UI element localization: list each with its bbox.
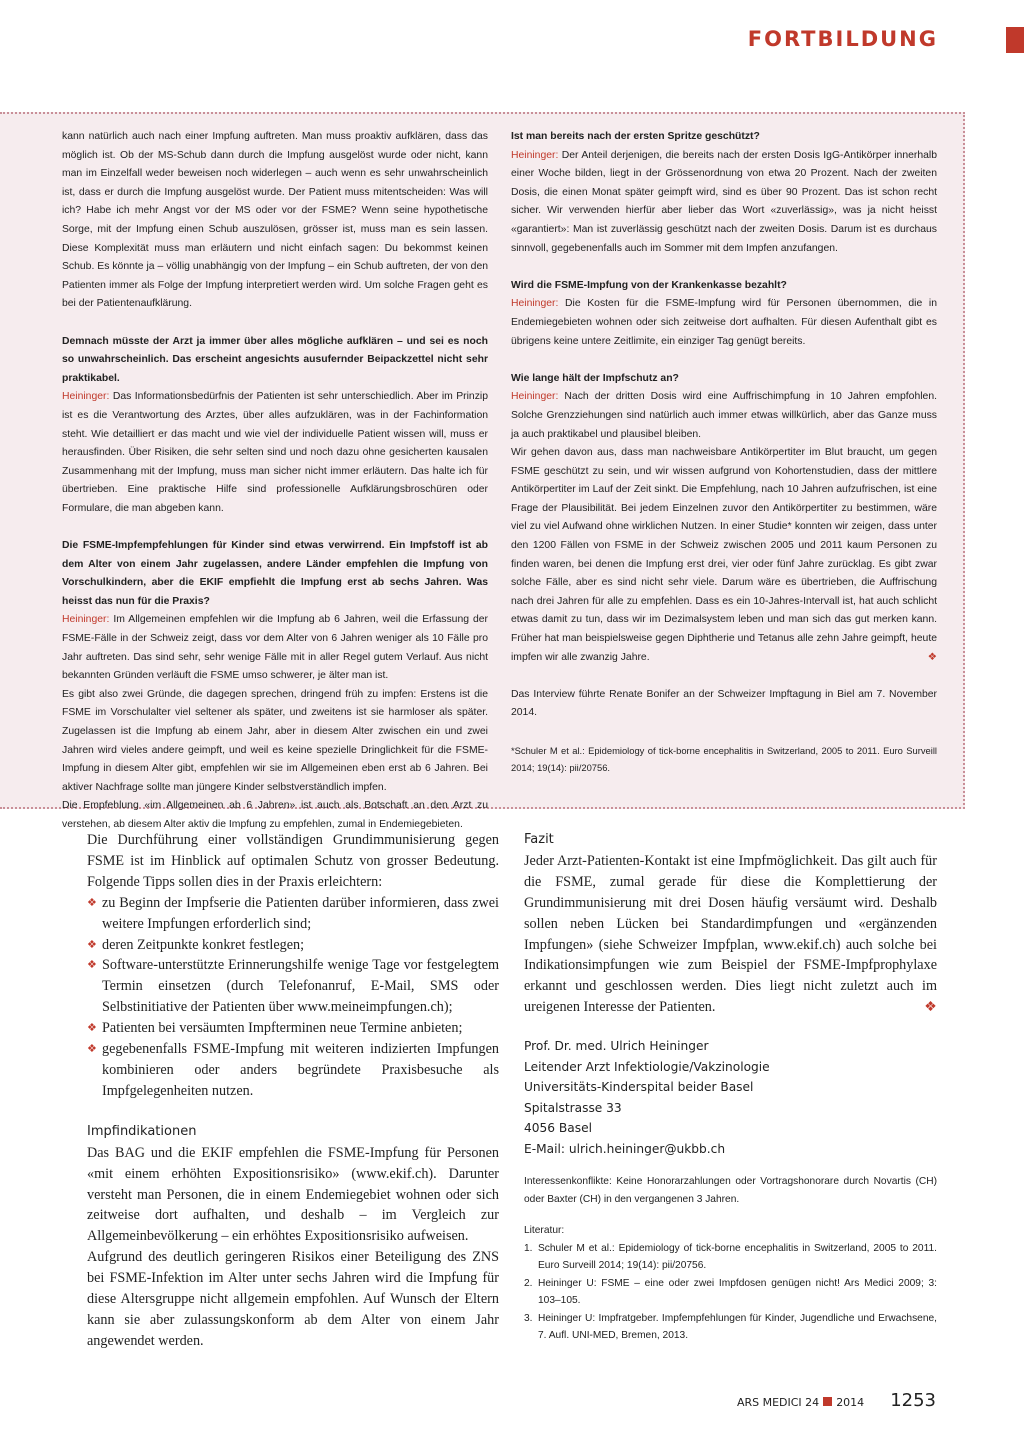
list-item: ❖ deren Zeitpunkte konkret festlegen;	[87, 935, 499, 956]
body-paragraph: Jeder Arzt-Patienten-Kontakt ist eine Impfmöglichkeit. Das gilt auch für die FSME, zumal gerade für diese die Komplettierung der Grundimmunisierung mit drei Dosen häufig versäumt wird. Deshalb sollen neben Lücken bei Standardimpfungen und «ergänzenden Impfungen» (siehe Schweizer Impfplan, www.ekif.ch) auch solche bei Indikationsimpfungen wie zum Beispiel der FSME-Impfprophylaxe erkannt und geschlossen werden. Dies liegt nicht zuletzt auch im ureigenen Interesse der Patienten. ❖	[524, 851, 937, 1018]
end-mark-icon: ❖	[927, 651, 937, 663]
speaker-label: Heininger:	[511, 391, 559, 403]
body-paragraph: Aufgrund des deutlich geringeren Risikos einer Beteiligung des ZNS bei FSME-Infektion im Alter unter sechs Jahren wird die Impfung für diese Altersgruppe nicht allgemein empfohlen. Auf Wunsch der Eltern kann sie aber zulassungskonform ab dem Alter von einem Jahr angewendet werden.	[87, 1249, 499, 1349]
interview-column-right	[511, 128, 937, 776]
question: Ist man bereits nach der ersten Spritze geschützt?	[511, 131, 760, 142]
page-number: 1253	[890, 1390, 936, 1411]
speaker-label: Heininger:	[511, 149, 559, 161]
email-link[interactable]: ulrich.heininger@ukbb.ch	[568, 1141, 726, 1156]
author-name: Prof. Dr. med. Ulrich Heininger	[524, 1039, 709, 1054]
answer-paragraph: kann natürlich auch nach einer Impfung auftreten. Man muss proaktiv aufklären, dass das möglich ist. Ob der MS-Schub dann durch die Impfung ausgelöst wurde oder nicht, kann man im Einzelfall weder beweisen noch widerlegen – auch wenn es sehr unwahrscheinlich ist, dass er durch die Impfung ausgelöst wurde. Der Patient muss mitentscheiden: Was will ich? Habe ich mehr Angst vor der MS oder vor der FSME? Wenn seine hypothetische Sorge, mit der Impfung einen Schub auszulösen, grösser ist, muss man es sein lassen. Diese Komplexität muss man erläutern und nicht einfach sagen: Du bekommst keinen Schub. Es könnte ja – völlig unabhängig von der Impfung – ein Schub auftreten, der von den Patienten immer als Folge der Impfung interpretiert werden wird. Um solche Fragen geht es bei der Patientenaufklärung.	[62, 131, 488, 310]
list-item: 3. Heininger U: Impfratgeber. Impfempfehlungen für Kinder, Jugendliche und Erwachsene, 7. Aufl. UNI-MED, Bremen, 2013.	[524, 1312, 937, 1342]
list-item: 1. Schuler M et al.: Epidemiology of tick-borne encephalitis in Switzerland, 2005 to 2011. Euro Surveill 2014; 19(14): pii/20756.	[524, 1242, 937, 1272]
interview-column-left	[62, 128, 488, 835]
article-column-right	[524, 830, 937, 1345]
literature-list	[524, 1240, 937, 1345]
list-item: ❖ Software-unterstützte Erinnerungshilfe wenige Tage vor festgelegtem Termin einsetzen (durch Telefonanruf, E-Mail, SMS oder Selbstinitiative der Patienten über www.meineimpfungen.ch);	[87, 957, 499, 1016]
answer-paragraph: Heininger: Nach der dritten Dosis wird eine Auffrischimpfung in 10 Jahren empfohlen. Solche Grenzziehungen sind natürlich auch immer etwas willkürlich, aber das Ganze muss ja auch praktikabel und plausibel bleiben.	[511, 391, 937, 440]
diamond-bullet-icon: ❖	[87, 938, 97, 951]
answer-paragraph: Heininger: Der Anteil derjenigen, die bereits nach der ersten Dosis IgG-Antikörper innerhalb einer Woche bilden, liegt in der Grössenordnung von etwa 20 Prozent. Nach der zweiten Dosis, die einen Monat später geimpft wird, sind es über 90 Prozent. Das ist schon recht sicher. Wir verwenden hierfür aber lieber das Wort «zuverlässig», was ja nicht heisst «garantiert»: Man ist zuverlässig geschützt nach der zweiten Dosis. Darum ist es durchaus sinnvoll, gegebenenfalls auch im Sommer mit dem Impfen anzufangen.	[511, 149, 937, 254]
author-city: 4056 Basel	[524, 1121, 592, 1136]
section-heading: Fazit	[524, 832, 554, 847]
question: Wird die FSME-Impfung von der Krankenkasse bezahlt?	[511, 279, 787, 291]
author-institution: Universitäts-Kinderspital beider Basel	[524, 1080, 754, 1095]
tips-list	[87, 893, 499, 1102]
speaker-label: Heininger:	[62, 391, 110, 403]
end-mark-icon: ❖	[924, 999, 937, 1016]
section-marker	[1006, 27, 1024, 53]
list-item: ❖ zu Beginn der Impfserie die Patienten darüber informieren, dass zwei weitere Impfungen erforderlich sind;	[87, 894, 499, 932]
answer-paragraph: Es gibt also zwei Gründe, die dagegen sprechen, dringend früh zu impfen: Erstens ist die FSME im Vorschulalter viel seltener als später, und zweitens ist sie harmloser als später. Zugelassen ist die Impfung ab einem Jahr, aber in diesem Alter zwischen ein und zwei Jahren wird vieles andere geimpft, und weil es keine spezielle Dringlichkeit für die FSME-Impfung in diesem Alter gibt, empfehlen wir sie im Allgemeinen eben erst ab 6 Jahren. Bei aktiver Nachfrage sollte man jüngere Kinder selbstverständlich impfen.	[62, 688, 488, 793]
interview-box	[0, 112, 965, 830]
journal-year: 2014	[836, 1396, 865, 1409]
author-address	[524, 1036, 937, 1159]
speaker-label: Heininger:	[62, 614, 110, 626]
intro-paragraph: Die Durchführung einer vollständigen Grundimmunisierung gegen FSME ist im Hinblick auf optimalen Schutz von grosser Bedeutung. Folgende Tipps sollen dies in der Praxis erleichtern:	[87, 832, 499, 890]
speaker-label: Heininger:	[511, 298, 559, 310]
page-footer	[737, 1390, 936, 1411]
question: Die FSME-Impfempfehlungen für Kinder sind etwas verwirrend. Ein Impfstoff ist ab dem Alter von einem Jahr zugelassen, andere Länder empfehlen die Impfung von Vorschulkindern, aber die EKIF empfiehlt die Impfung erst ab sechs Jahren. Was heisst das nun für die Praxis?	[62, 540, 488, 607]
author-street: Spitalstrasse 33	[524, 1100, 622, 1115]
body-paragraph: Das BAG und die EKIF empfehlen die FSME-Impfung für Personen «mit einem erhöhten Expositionsrisiko» (www.ekif.ch). Darunter versteht man Personen, die in einem Endemiegebiet wohnen oder sich zeitweise dort aufhalten, und deshalb – im Vergleich zur Allgemeinbevölkerung – ein erhöhtes Expositionsrisiko aufweisen.	[87, 1144, 499, 1245]
answer-paragraph: Heininger: Die Kosten für die FSME-Impfung wird für Personen übernommen, die in Endemiegebieten wohnen oder sich zeitweise dort aufhalten. Für diesen Aufenthalt gibt es übrigens keine untere Zeitlimite, ein einziger Tag genügt bereits.	[511, 298, 937, 347]
interview-credit: Das Interview führte Renate Bonifer an der Schweizer Impftagung in Biel am 7. November 2014.	[511, 688, 937, 719]
question: Wie lange hält der Impfschutz an?	[511, 372, 679, 384]
question: Demnach müsste der Arzt ja immer über alles mögliche aufklären – und sei es noch so unwahrscheinlich. Das erscheint angesichts ausufernder Beipackzettel nicht sehr praktikabel.	[62, 335, 488, 384]
literature-label: Literatur:	[524, 1225, 565, 1237]
diamond-bullet-icon: ❖	[87, 1043, 97, 1056]
article-column-left	[87, 830, 499, 1352]
journal-name: ARS MEDICI 24	[736, 1396, 820, 1409]
list-item: ❖ gegebenenfalls FSME-Impfung mit weiteren indizierten Impfungen kombinieren oder anders begründete Praxisbesuche als Impfgelegenheiten nutzen.	[87, 1041, 499, 1099]
author-role: Leitender Arzt Infektiologie/Vakzinologie	[524, 1059, 770, 1074]
answer-paragraph: Heininger: Das Informationsbedürfnis der Patienten ist sehr unterschiedlich. Aber im Prinzip ist es die Verantwortung des Arztes, über alles aufzuklären, was in der Fachinformation steht. Wie detailliert er das macht und wie viel der individuelle Patient wissen will, muss er herausfinden. Über Risiken, die sehr selten sind und noch dazu ohne gesicherten kausalen Zusammenhang mit der Impfung, muss man sicher nicht immer erläutern. Das halte ich für übertrieben. Eine praktische Hilfe sind professionelle Aufklärungsbroschüren oder Formulare, die man abgeben kann.	[62, 391, 488, 514]
diamond-bullet-icon: ❖	[87, 1022, 97, 1035]
list-item: ❖ Patienten bei versäumten Impfterminen neue Termine anbieten;	[87, 1018, 499, 1039]
list-item: 2. Heininger U: FSME – eine oder zwei Impfdosen genügen nicht! Ars Medici 2009; 3: 103–105.	[524, 1277, 937, 1307]
diamond-bullet-icon: ❖	[87, 896, 97, 909]
answer-paragraph: Heininger: Im Allgemeinen empfehlen wir die Impfung ab 6 Jahren, weil die Erfassung der FSME-Fälle in der Schweiz zeigt, dass vor dem Alter von 6 Jahren weniger als 10 Fälle pro Jahr auftreten. Das sind sehr, sehr wenige Fälle mit in aller Regel gutem Verlauf. Aus nicht bekannten Gründen verläuft die FSME umso schwerer, je älter man ist.	[62, 614, 488, 682]
section-heading: Impfindikationen	[87, 1123, 197, 1139]
answer-paragraph: Wir gehen davon aus, dass man nachweisbare Antikörpertiter im Blut braucht, um gegen FSME geschützt zu sein, und wir wissen aufgrund von Kohortenstudien, dass der mittlere Antikörpertiter im Lauf der Zeit sinkt. Die Empfehlung, nach 10 Jahren aufzufrischen, ist eine Frage der Plausibilität. Bei jedem Einzelnen zuvor den Antikörpertiter zu bestimmen, wäre viel zu viel Aufwand ohne wirklichen Nutzen. In einer Studie* konnten wir zeigen, dass unter den 1200 Fällen von FSME in der Schweiz zwischen 2005 und 2011 kaum Personen zu finden waren, bei denen die Impfung erst drei, vier oder fünf Jahre zurücklag. Es gibt zwar solche Fälle, aber es sind nicht sehr viele. Darum wäre es übertrieben, die Auffrischung nach drei Jahren für alle zu empfehlen. Dass es ein 10-Jahres-Intervall ist, hat auch schlicht etwas damit zu tun, dass wir im Dezimalsystem leben und man sich das gut merken kann. Früher hat man beispielsweise gegen Diphtherie und Tetanus alle zehn Jahre geimpft, heute impfen wir alle zwanzig Jahre. ❖	[511, 444, 937, 667]
conflicts-statement: Interessenkonflikte: Keine Honorarzahlungen oder Vortragshonorare durch Novartis (CH) oder Baxter (CH) in den vergangenen 3 Jahren.	[524, 1176, 937, 1205]
answer-paragraph: Die Empfehlung «im Allgemeinen ab 6 Jahren» ist auch als Botschaft an den Arzt zu verstehen, ab diesem Alter aktiv die Impfung zu empfehlen, zumal in Endemiegebieten.	[62, 800, 488, 830]
section-title: FORTBILDUNG	[747, 27, 938, 51]
author-email: E-Mail: ulrich.heininger@ukbb.ch	[524, 1141, 726, 1156]
square-marker-icon	[823, 1397, 832, 1406]
footnote: *Schuler M et al.: Epidemiology of tick-borne encephalitis in Switzerland, 2005 to 2011. Euro Surveill 2014; 19(14): pii/20756.	[511, 744, 937, 773]
diamond-bullet-icon: ❖	[87, 959, 97, 972]
